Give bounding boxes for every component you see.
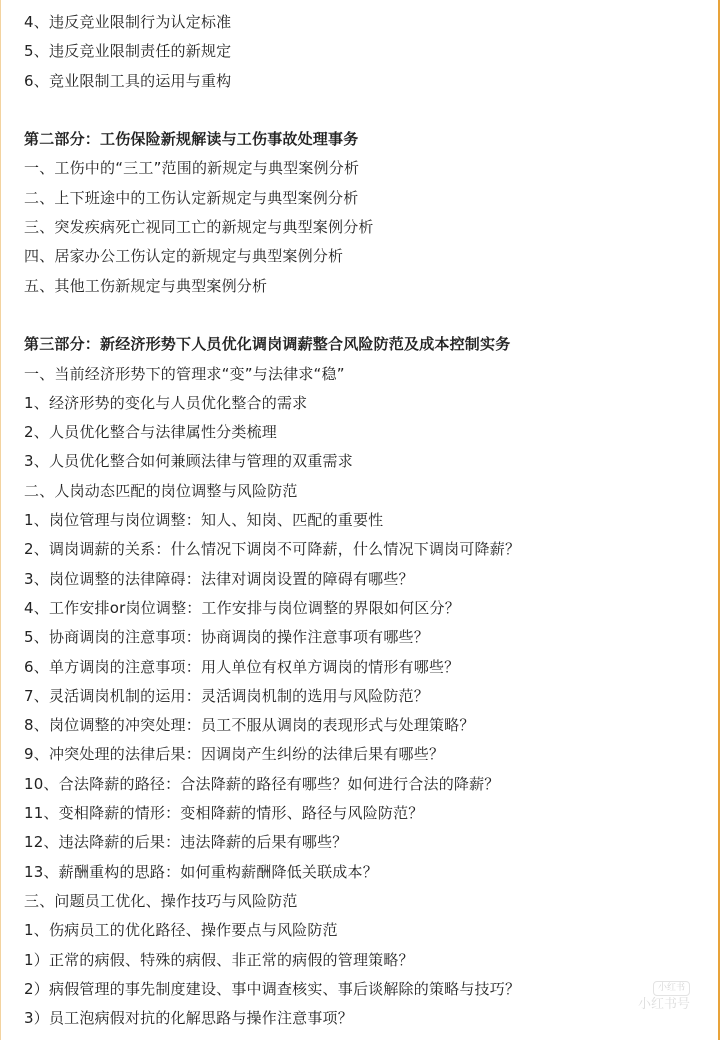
list-item: 6、竞业限制工具的运用与重构 [24,71,232,90]
list-item: 2）病假管理的事先制度建设、事中调查核实、事后谈解除的策略与技巧？ [24,979,521,998]
list-item: 五、其他工伤新规定与典型案例分析 [24,276,268,295]
list-item: 10、合法降薪的路径：合法降薪的路径有哪些？如何进行合法的降薪？ [24,774,500,793]
list-item: 5、协商调岗的注意事项：协商调岗的操作注意事项有哪些？ [24,628,429,647]
list-item: 3、岗位调整的法律障碍：法律对调岗设置的障碍有哪些？ [24,569,414,588]
list-item: 2、人员优化整合与法律属性分类梳理 [24,423,277,442]
watermark-text: 小红书号 [637,997,690,1012]
list-item: 三、突发疾病死亡视同工亡的新规定与典型案例分析 [24,218,374,237]
list-item: 三、问题员工优化、操作技巧与风险防范 [24,891,298,910]
list-item: 1、伤病员工的优化路径、操作要点与风险防范 [24,921,338,940]
list-item: 7、灵活调岗机制的运用：灵活调岗机制的选用与风险防范？ [24,686,429,705]
section-spacer [24,301,710,330]
list-item: 11、变相降薪的情形：变相降薪的情形、路径与风险防范？ [24,804,424,823]
list-item: 2、调岗调薪的关系：什么情况下调岗不可降薪，什么情况下调岗可降薪？ [24,540,521,559]
list-item: 12、违法降薪的后果：违法降薪的后果有哪些？ [24,833,348,852]
list-item: 6、单方调岗的注意事项：用人单位有权单方调岗的情形有哪些？ [24,657,460,676]
list-item: 一、当前经济形势下的管理求“变”与法律求“稳” [24,364,345,383]
section-spacer [24,96,710,125]
list-item: 1、岗位管理与岗位调整：知人、知岗、匹配的重要性 [24,511,384,530]
list-item: 一、工伤中的“三工”范围的新规定与典型案例分析 [24,159,360,178]
section-title-part3: 第三部分：新经济形势下人员优化调岗调薪整合风险防范及成本控制实务 [24,335,511,354]
list-item: 4、工作安排or岗位调整：工作安排与岗位调整的界限如何区分？ [24,598,460,617]
page-left-border [0,0,1,1040]
list-item: 四、居家办公工伤认定的新规定与典型案例分析 [24,247,344,266]
watermark-logo: 小红书 [653,981,690,996]
list-item: 1）正常的病假、特殊的病假、非正常的病假的管理策略？ [24,950,414,969]
list-item: 4、违反竞业限制行为认定标准 [24,13,232,31]
list-item: 1、经济形势的变化与人员优化整合的需求 [24,393,308,412]
list-item: 13、薪酬重构的思路：如何重构薪酬降低关联成本？ [24,862,378,881]
list-item: 9、冲突处理的法律后果：因调岗产生纠纷的法律后果有哪些？ [24,745,445,764]
section-title-part2: 第二部分：工伤保险新规解读与工伤事故处理事务 [24,130,359,149]
document-body [24,8,710,1033]
list-item: 3）员工泡病假对抗的化解思路与操作注意事项？ [24,1009,353,1028]
watermark [638,978,690,1014]
list-item: 8、岗位调整的冲突处理：员工不服从调岗的表现形式与处理策略？ [24,716,475,735]
list-item: 3、人员优化整合如何兼顾法律与管理的双重需求 [24,452,353,471]
list-item: 二、上下班途中的工伤认定新规定与典型案例分析 [24,188,359,207]
list-item: 二、人岗动态匹配的岗位调整与风险防范 [24,481,298,500]
list-item: 5、违反竞业限制责任的新规定 [24,42,232,61]
